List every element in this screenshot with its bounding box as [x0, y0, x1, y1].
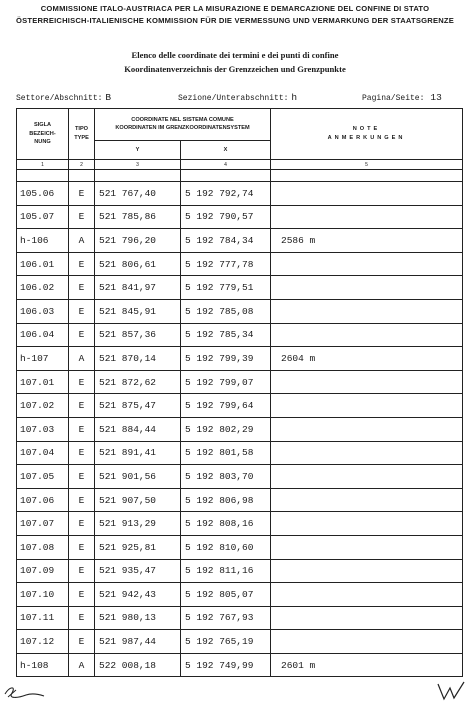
tipo-cell: E: [69, 370, 95, 394]
sigla-cell: 107.12: [17, 630, 69, 654]
y-coordinate-cell: 521 872,62: [95, 370, 181, 394]
x-coordinate-cell: 5 192 785,34: [181, 323, 271, 347]
subtitle-de-text: Koordinatenverzeichnis der Grenzzeichen und Grenzpunkte: [124, 64, 346, 74]
commission-title-de: ÖSTERREICHISCH-ITALIENISCHE KOMMISSION FÜR DIE VERMESSUNG UND VERMARKUNG DER STAATSGRENZE: [15, 16, 454, 25]
sigla-cell: 107.07: [17, 512, 69, 536]
x-coordinate-cell: 5 192 799,07: [181, 370, 271, 394]
x-coordinate-cell: 5 192 810,60: [181, 535, 271, 559]
y-coordinate-cell: 521 884,44: [95, 417, 181, 441]
table-row: [17, 535, 463, 559]
y-coordinate-cell: 521 857,36: [95, 323, 181, 347]
note-cell: [271, 441, 463, 465]
tipo-cell: E: [69, 323, 95, 347]
x-coordinate-cell: 5 192 767,93: [181, 606, 271, 630]
table-row: [17, 417, 463, 441]
tipo-cell: E: [69, 252, 95, 276]
sigla-cell: h-108: [17, 653, 69, 677]
col-header-x: X: [181, 140, 271, 159]
x-coordinate-cell: 5 192 803,70: [181, 465, 271, 489]
pagina-label: Pagina/Seite:: [362, 94, 425, 103]
tipo-cell: E: [69, 205, 95, 229]
x-coordinate-cell: 5 192 792,74: [181, 182, 271, 206]
table-row: [17, 441, 463, 465]
tipo-cell: E: [69, 583, 95, 607]
sigla-cell: 107.05: [17, 465, 69, 489]
y-coordinate-cell: 521 901,56: [95, 465, 181, 489]
sigla-cell: h-106: [17, 229, 69, 253]
x-coordinate-cell: 5 192 779,51: [181, 276, 271, 300]
sigla-cell: 106.01: [17, 252, 69, 276]
col-number-5: 5: [271, 160, 463, 170]
col-header-coordinates: [95, 109, 271, 141]
table-row: [17, 370, 463, 394]
col-number-1: 1: [17, 160, 69, 170]
sigla-cell: 105.07: [17, 205, 69, 229]
note-cell: 2601 m: [271, 653, 463, 677]
col-header-sigla: [17, 109, 69, 160]
table-row: [17, 606, 463, 630]
note-label-it: NOTE: [352, 126, 381, 133]
pagina-field: [362, 92, 442, 103]
note-cell: [271, 630, 463, 654]
sigla-cell: 107.11: [17, 606, 69, 630]
col-number-4: 4: [181, 160, 271, 170]
tipo-cell: E: [69, 417, 95, 441]
x-coordinate-cell: 5 192 785,08: [181, 299, 271, 323]
tipo-cell: E: [69, 441, 95, 465]
y-coordinate-cell: 521 891,41: [95, 441, 181, 465]
subtitle-it-text: Elenco delle coordinate dei termini e dei punti di confine: [131, 50, 339, 60]
table-body: [17, 182, 463, 677]
tipo-cell: E: [69, 535, 95, 559]
note-cell: [271, 182, 463, 206]
tipo-cell: E: [69, 276, 95, 300]
tipo-cell: E: [69, 394, 95, 418]
commission-title-it: COMMISSIONE ITALO-AUSTRIACA PER LA MISURAZIONE E DEMARCAZIONE DEL CONFINE DI STATO: [40, 4, 430, 13]
x-coordinate-cell: 5 192 765,19: [181, 630, 271, 654]
y-coordinate-cell: 521 875,47: [95, 394, 181, 418]
col-header-note: [271, 109, 463, 160]
y-coordinate-cell: 521 987,44: [95, 630, 181, 654]
note-cell: [271, 583, 463, 607]
y-coordinate-cell: 521 980,13: [95, 606, 181, 630]
settore-value: B: [105, 92, 112, 103]
table-row: [17, 653, 463, 677]
signature-mark-right: [436, 680, 466, 702]
note-cell: [271, 488, 463, 512]
tipo-cell: E: [69, 559, 95, 583]
x-coordinate-cell: 5 192 806,98: [181, 488, 271, 512]
tipo-cell: A: [69, 653, 95, 677]
sigla-cell: 106.04: [17, 323, 69, 347]
note-cell: [271, 276, 463, 300]
y-coordinate-cell: 522 008,18: [95, 653, 181, 677]
sigla-label-2: BEZEICH-: [29, 130, 56, 137]
table-row: [17, 299, 463, 323]
col-header-y: Y: [95, 140, 181, 159]
y-coordinate-cell: 521 870,14: [95, 347, 181, 371]
sezione-label: Sezione/Unterabschnitt:: [178, 94, 289, 103]
y-coordinate-cell: 521 907,50: [95, 488, 181, 512]
sigla-cell: 107.09: [17, 559, 69, 583]
note-cell: [271, 370, 463, 394]
settore-field: [16, 92, 111, 103]
table-row: [17, 252, 463, 276]
table-row: [17, 276, 463, 300]
x-coordinate-cell: 5 192 801,58: [181, 441, 271, 465]
x-coordinate-cell: 5 192 790,57: [181, 205, 271, 229]
y-coordinate-cell: 521 767,40: [95, 182, 181, 206]
settore-label: Settore/Abschnitt:: [16, 94, 103, 103]
sigla-cell: 107.06: [17, 488, 69, 512]
col-number-2: 2: [69, 160, 95, 170]
table-row: [17, 630, 463, 654]
y-coordinate-cell: 521 913,29: [95, 512, 181, 536]
document-subtitle-de: [0, 64, 470, 74]
sigla-cell: h-107: [17, 347, 69, 371]
table-row: [17, 347, 463, 371]
coordinate-table: [16, 108, 463, 677]
x-coordinate-cell: 5 192 777,78: [181, 252, 271, 276]
table-row: [17, 182, 463, 206]
table-row: [17, 559, 463, 583]
sigla-cell: 107.10: [17, 583, 69, 607]
tipo-cell: A: [69, 229, 95, 253]
y-coordinate-cell: 521 935,47: [95, 559, 181, 583]
sezione-value: h: [291, 92, 298, 103]
note-cell: [271, 394, 463, 418]
y-coordinate-cell: 521 845,91: [95, 299, 181, 323]
sezione-field: [178, 92, 297, 103]
sigla-cell: 107.02: [17, 394, 69, 418]
tipo-cell: E: [69, 299, 95, 323]
coord-label-it: COORDINATE NEL SISTEMA COMUNE: [131, 116, 234, 123]
note-cell: [271, 252, 463, 276]
note-cell: [271, 323, 463, 347]
x-coordinate-cell: 5 192 808,16: [181, 512, 271, 536]
tipo-cell: E: [69, 606, 95, 630]
y-coordinate-cell: 521 806,61: [95, 252, 181, 276]
tipo-cell: A: [69, 347, 95, 371]
sigla-cell: 107.01: [17, 370, 69, 394]
sigla-cell: 107.04: [17, 441, 69, 465]
table-row: [17, 323, 463, 347]
x-coordinate-cell: 5 192 805,07: [181, 583, 271, 607]
document-subtitle-it: [0, 50, 470, 60]
sigla-label-1: SIGLA: [33, 121, 52, 128]
x-coordinate-cell: 5 192 799,39: [181, 347, 271, 371]
coord-label-de: KOORDINATEN IM GRENZKOORDINATENSYSTEM: [115, 125, 250, 132]
x-coordinate-cell: 5 192 802,29: [181, 417, 271, 441]
table-row: [17, 583, 463, 607]
note-cell: [271, 417, 463, 441]
table-row: [17, 394, 463, 418]
sigla-cell: 106.02: [17, 276, 69, 300]
x-coordinate-cell: 5 192 749,99: [181, 653, 271, 677]
note-cell: [271, 512, 463, 536]
y-coordinate-cell: 521 785,86: [95, 205, 181, 229]
col-number-3: 3: [95, 160, 181, 170]
table-row: [17, 488, 463, 512]
table-row: [17, 465, 463, 489]
y-coordinate-cell: 521 796,20: [95, 229, 181, 253]
spacer-row: [17, 170, 463, 182]
tipo-label-2: TYPE: [74, 135, 89, 141]
tipo-cell: E: [69, 488, 95, 512]
x-coordinate-cell: 5 192 799,64: [181, 394, 271, 418]
note-cell: 2586 m: [271, 229, 463, 253]
y-coordinate-cell: 521 841,97: [95, 276, 181, 300]
tipo-cell: E: [69, 182, 95, 206]
note-cell: [271, 465, 463, 489]
note-cell: 2604 m: [271, 347, 463, 371]
table-row: [17, 229, 463, 253]
y-coordinate-cell: 521 942,43: [95, 583, 181, 607]
sigla-cell: 105.06: [17, 182, 69, 206]
sigla-cell: 107.08: [17, 535, 69, 559]
sigla-cell: 107.03: [17, 417, 69, 441]
signature-mark-left: [2, 684, 46, 702]
tipo-cell: E: [69, 630, 95, 654]
x-coordinate-cell: 5 192 811,16: [181, 559, 271, 583]
pagina-value: 13: [430, 92, 442, 103]
note-cell: [271, 559, 463, 583]
x-coordinate-cell: 5 192 784,34: [181, 229, 271, 253]
sigla-label-3: NUNG: [34, 139, 51, 146]
tipo-label-1: TIPO: [74, 126, 89, 133]
note-cell: [271, 299, 463, 323]
note-cell: [271, 535, 463, 559]
col-header-tipo: [69, 109, 95, 160]
note-label-de: ANMERKUNGEN: [327, 135, 406, 141]
sigla-cell: 106.03: [17, 299, 69, 323]
tipo-cell: E: [69, 465, 95, 489]
y-coordinate-cell: 521 925,81: [95, 535, 181, 559]
note-cell: [271, 606, 463, 630]
table-row: [17, 205, 463, 229]
note-cell: [271, 205, 463, 229]
tipo-cell: E: [69, 512, 95, 536]
table-row: [17, 512, 463, 536]
